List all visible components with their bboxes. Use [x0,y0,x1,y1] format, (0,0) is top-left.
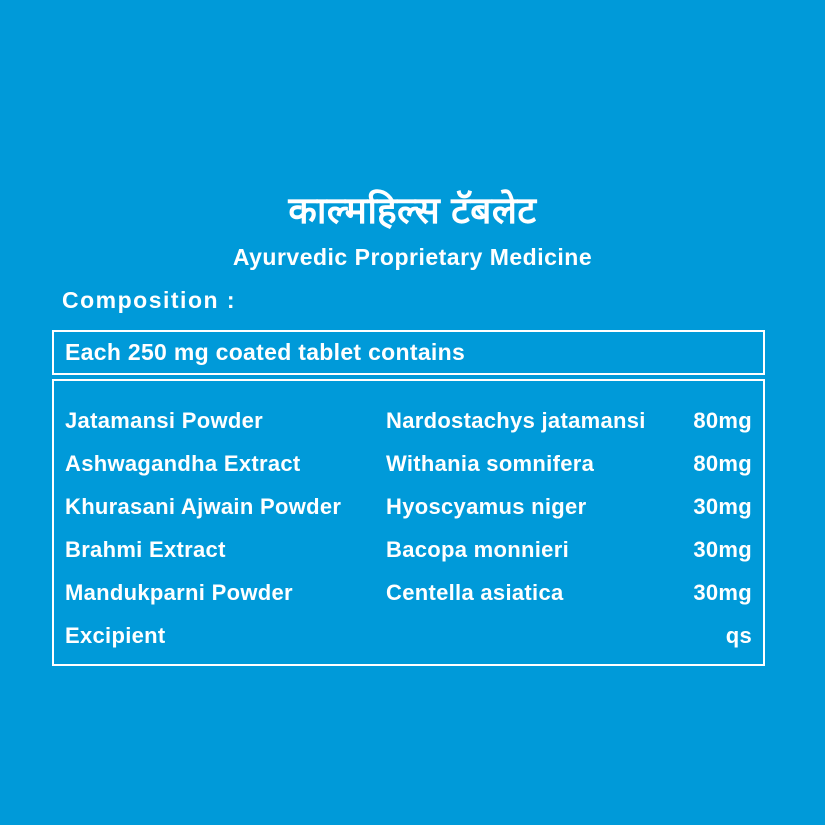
botanical-name: Centella asiatica [386,579,564,605]
composition-table [52,379,765,666]
ingredient-name: Ashwagandha Extract [65,450,301,476]
product-title-devanagari: काल्महिल्स टॅबलेट [288,190,537,231]
table-header-text: Each 250 mg coated tablet contains [65,339,466,365]
table-row [65,442,752,485]
botanical-name: Hyoscyamus niger [386,493,587,519]
table-row [65,614,752,657]
botanical-name: Nardostachys jatamansi [386,407,646,433]
quantity-value: qs [725,622,752,648]
medicine-type-subtitle: Ayurvedic Proprietary Medicine [232,244,593,270]
quantity-value: 80mg [693,407,752,433]
table-row [65,399,752,442]
table-row [65,485,752,528]
botanical-name: Withania somnifera [386,450,595,476]
quantity-value: 30mg [693,493,752,519]
table-header-box [52,330,765,375]
ingredient-name: Brahmi Extract [65,536,226,562]
ingredient-name: Jatamansi Powder [65,407,263,433]
botanical-name: Bacopa monnieri [386,536,569,562]
quantity-value: 80mg [693,450,752,476]
ingredient-name: Mandukparni Powder [65,579,293,605]
quantity-value: 30mg [693,579,752,605]
composition-heading: Composition : [62,287,237,313]
table-row [65,528,752,571]
quantity-value: 30mg [693,536,752,562]
table-row [65,571,752,614]
ingredient-name: Khurasani Ajwain Powder [65,493,342,519]
ingredient-name: Excipient [65,622,166,648]
